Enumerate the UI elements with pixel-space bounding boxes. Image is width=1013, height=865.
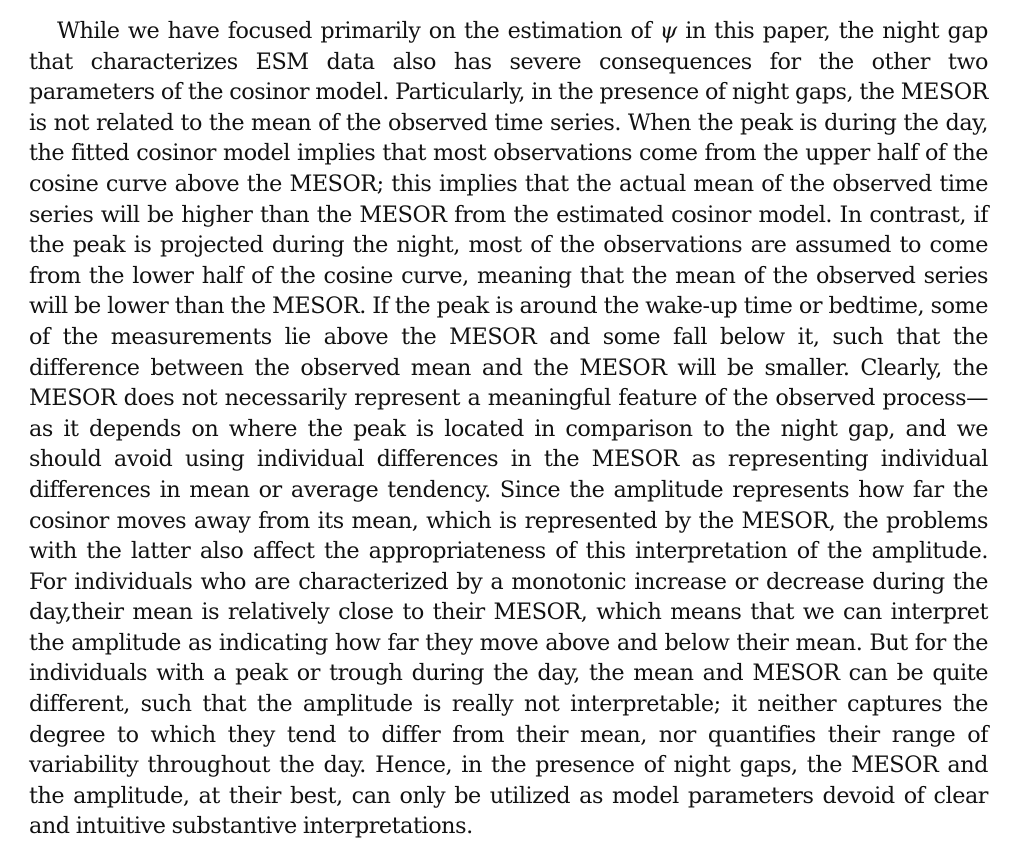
psi-symbol: ψ [659,18,677,44]
paragraph-text-after-symbol: in this paper, the night gap that characterizes ESM data also has severe consequences for the other two parameters of the cosinor model. Particularly, in the presence of night gaps, the MESOR is not related to the mean of the observed time series. When the peak is during the day, the fitted cosinor model implies that most observations come from the upper half of the cosine curve above the MESOR; this implies that the actual mean of the observed time series will be higher than the MESOR from the estimated cosinor model. In contrast, if the peak is projected during the night, most of the observations are assumed to come from the lower half of the cosine curve, meaning that the mean of the observed series will be lower than the MESOR. If the peak is around the wake-up time or bedtime, some of the measurements lie above the MESOR and some fall below it, such that the difference between the observed mean and the MESOR will be smaller. Clearly, the MESOR does not necessarily represent a meaningful feature of the observed process—as it depends on where the peak is located in comparison to the night gap, and we should avoid using individual differences in the MESOR as representing individual differences in mean or average tendency. Since the amplitude represents how far the cosinor moves away from its mean, which is represented by the MESOR, the problems with the latter also affect the appropriateness of this interpretation of the amplitude. For individuals who are characterized by a monotonic increase or decrease during the day,their mean is relatively close to their MESOR, which means that we can interpret the amplitude as indicating how far they move above and below their mean. But for the individuals with a peak or trough during the day, the mean and MESOR can be quite different, such that the amplitude is really not interpretable; it neither captures the degree to which they tend to differ from their mean, nor quantifies their range of variability throughout the day. Hence, in the presence of night gaps, the MESOR and the amplitude, at their best, can only be utilized as model parameters devoid of clear and intuitive substantive interpretations. [29,18,988,840]
paragraph-text-before-symbol: While we have focused primarily on the estimation of [57,18,652,44]
body-paragraph [29,16,988,842]
